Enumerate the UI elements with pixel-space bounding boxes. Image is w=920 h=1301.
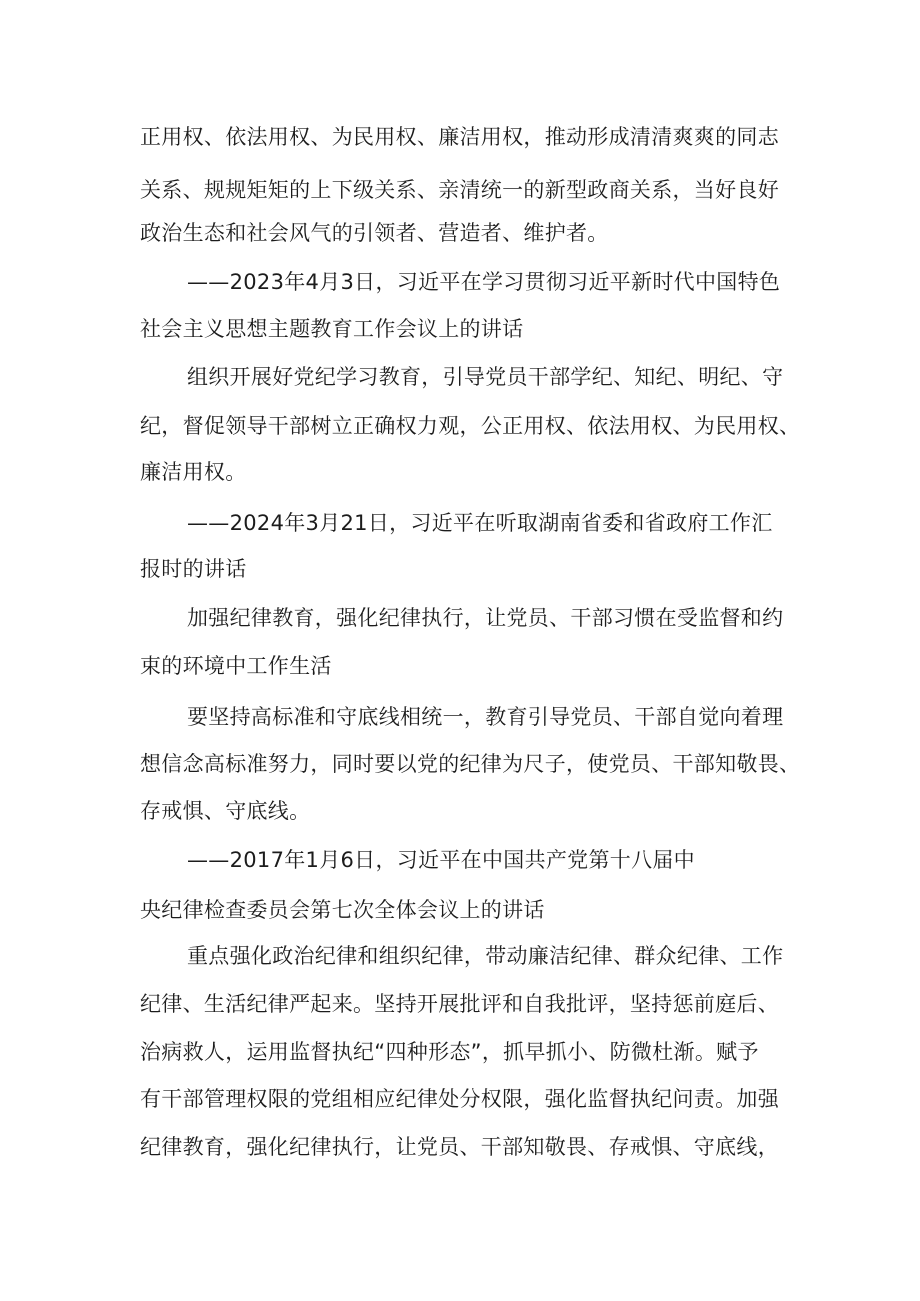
quote-attribution: 央纪律检查委员会第七次全体会议上的讲话 (140, 898, 545, 922)
quote-attribution: ——2023年4月3日，习近平在学习贯彻习近平新时代中国特色 (187, 270, 781, 294)
text-line: 廉洁用权。 (140, 460, 247, 484)
text-line: 存戒惧、守底线。 (140, 799, 311, 823)
text-line: 政治生态和社会风气的引领者、营造者、维护者。 (140, 221, 609, 245)
text-line: 纪，督促领导干部树立正确权力观，公正用权、依法用权、为民用权、 (140, 414, 801, 438)
text-line: 治病救人，运用监督执纪“四种形态”，抓早抓小、防微杜渐。赋予 (140, 1040, 759, 1064)
text-line: 纪律、生活纪律严起来。坚持开展批评和自我批评，坚持惩前庭后、 (140, 992, 779, 1016)
quote-attribution: ——2024年3月21日，习近平在听取湖南省委和省政府工作汇 (187, 511, 773, 535)
text-line: 组织开展好党纪学习教育，引导党员干部学纪、知纪、明纪、守 (187, 365, 784, 389)
text-line: 正用权、依法用权、为民用权、廉洁用权，推动形成清清爽爽的同志 (140, 125, 779, 149)
quote-attribution: 社会主义思想主题教育工作会议上的讲话 (140, 317, 524, 341)
text-line: 想信念高标准努力，同时要以党的纪律为尺子，使党员、干部知敬畏、 (140, 752, 801, 776)
text-line: 束的环境中工作生活 (140, 654, 332, 678)
text-line: 关系、规规矩矩的上下级关系、亲清统一的新型政商关系，当好良好 (140, 178, 779, 202)
text-line: 纪律教育，强化纪律执行，让党员、干部知敬畏、存戒惧、守底线， (140, 1135, 779, 1159)
text-line: 加强纪律教育，强化纪律执行，让党员、干部习惯在受监督和约 (187, 606, 784, 630)
text-line: 要坚持高标准和守底线相统一，教育引导党员、干部自觉向着理 (187, 705, 784, 729)
text-line: 有干部管理权限的党组相应纪律处分权限，强化监督执纪问责。加强 (140, 1087, 779, 1111)
quote-attribution: 报时的讲话 (140, 557, 247, 581)
text-line: 重点强化政治纪律和组织纪律，带动廉洁纪律、群众纪律、工作 (187, 944, 784, 968)
quote-attribution: ——2017年1月6日，习近平在中国共产党第十八届中 (187, 848, 695, 872)
